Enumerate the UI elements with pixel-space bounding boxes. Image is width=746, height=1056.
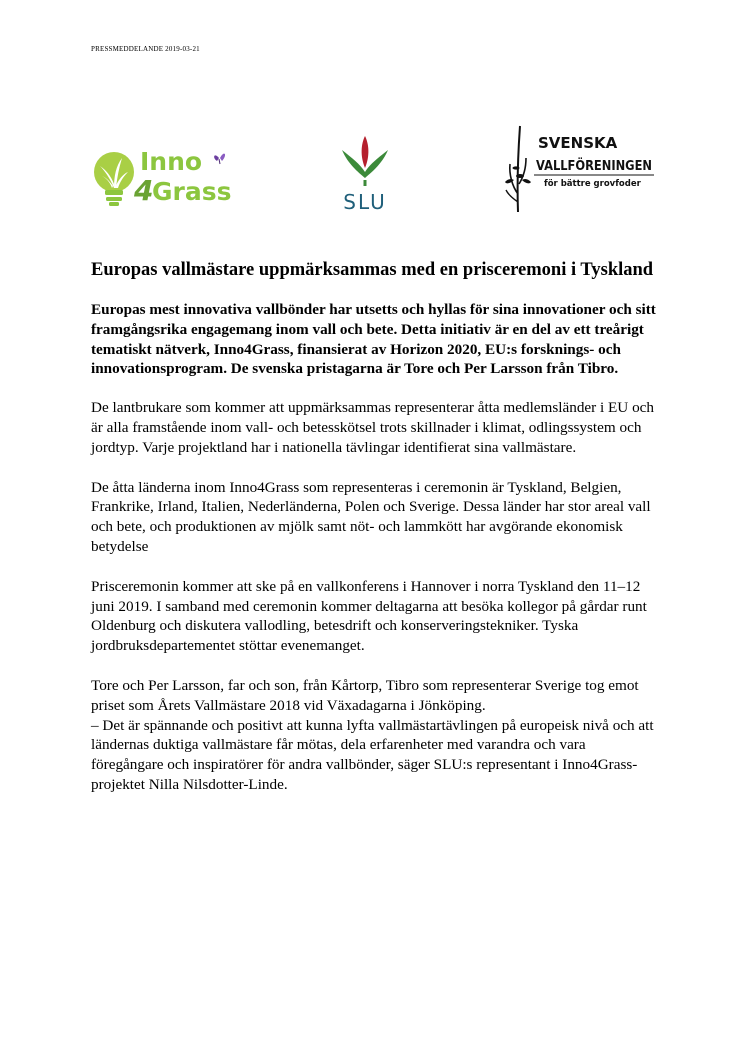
four-text: 4 — [134, 174, 154, 207]
vallforeningen-logo — [506, 124, 673, 214]
vallforeningen-tagline: för bättre grovfoder — [544, 179, 641, 189]
paragraph-1: De lantbrukare som kommer att uppmärksammas representerar åtta medlemsländer i EU och är alla framstående inom vall- och betesskötsel trots skillnader i klimat, odlingssystem och jordtyp. Varje projektland har i nationella tävlingar identifierat sina vallmästare. — [91, 399, 654, 456]
slu-leaf-icon — [342, 136, 388, 186]
paragraph-5-quote: – Det är spännande och positivt att kunna lyfta vallmästartävlingen på europeisk nivå och att ländernas duktiga vallmästare får mötas, dela erfarenheter med varandra och vara föregångare och inspiratörer för andra vallbönder, säger SLU:s representant i Inno4Grass-projektet Nilla Nilsdotter-Linde. — [91, 716, 654, 793]
slu-text: SLU — [343, 190, 387, 214]
press-release-dateline: PRESSMEDDELANDE 2019-03-21 — [91, 45, 200, 53]
article-lead: Europas mest innovativa vallbönder har utsetts och hyllas för sina innovationer och sitt framgångsrika engagemang inom vall och bete. Detta initiativ är en del av ett treårigt tematiskt nätverk, Inno4Grass, finansierat av Horizon 2020, EU:s forsknings- och innovationsprogram. De svenska pristagarna är Tore och Per Larsson från Tibro. — [91, 301, 656, 378]
logo-row — [90, 122, 673, 222]
article-title: Europas vallmästare uppmärksammas med en prisceremoni i Tyskland — [91, 260, 654, 280]
paragraph-2: De åtta länderna inom Inno4Grass som representeras i ceremonin är Tyskland, Belgien, Frankrike, Irland, Italien, Nederländerna, Polen och Sverige. Dessa länder har stor areal vall och bete, och produktionen av mjölk samt nöt- och lammkött har avgörande ekonomisk betydelse — [91, 478, 651, 555]
slu-logo — [330, 134, 400, 214]
inno4grass-logo — [90, 140, 250, 212]
article-body — [91, 259, 656, 815]
grass-text: Grass — [152, 177, 232, 206]
inno-text: Inno — [140, 147, 203, 176]
vallforeningen-line1: SVENSKA — [538, 134, 618, 152]
butterfly-icon — [214, 154, 225, 164]
paragraph-3: Prisceremonin kommer att ske på en vallkonferens i Hannover i norra Tyskland den 11–12 juni 2019. I samband med ceremonin kommer deltagarna att besöka kollegor på gårdar runt Oldenburg och diskutera vallodling, betesdrift och konserveringstekniker. Tyska jordbruksdepartementet stöttar evenemanget. — [91, 577, 647, 655]
vallforeningen-line2: VALLFÖRENINGEN — [536, 158, 673, 174]
paragraph-4: Tore och Per Larsson, far och son, från Kårtorp, Tibro som representerar Sverige tog emot priset som Årets Vallmästare 2018 vid Växadagarna i Jönköping. — [91, 676, 639, 714]
grass-plant-icon — [505, 126, 531, 212]
